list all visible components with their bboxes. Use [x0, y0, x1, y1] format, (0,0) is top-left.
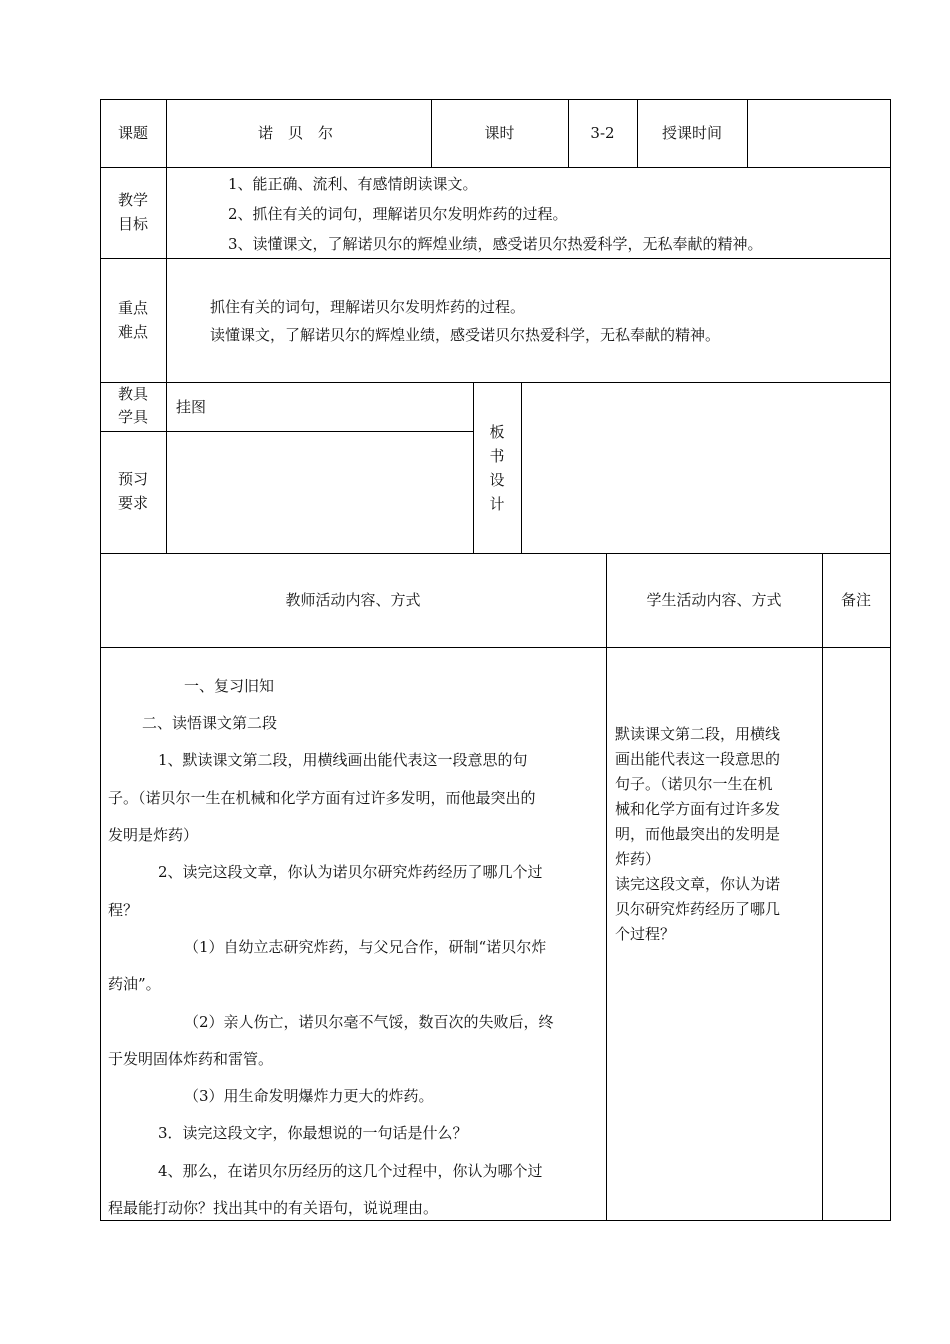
- period-label: 课时: [484, 124, 515, 142]
- teacher-line: 于发明固体炸药和雷管。: [108, 1050, 274, 1068]
- table-border: [100, 99, 101, 1221]
- teacher-line: 发明是炸药）: [108, 826, 199, 844]
- preview-label-line2: 要求: [117, 494, 148, 512]
- tools-label-line1: 教具: [117, 385, 148, 403]
- table-border: [100, 431, 473, 432]
- table-border: [100, 647, 891, 648]
- objectives-label-line2: 目标: [117, 215, 148, 233]
- subject-value: 诺 贝 尔: [258, 124, 334, 142]
- student-activity-header: 学生活动内容、方式: [646, 591, 782, 609]
- teacher-line: （3）用生命发明爆炸力更大的炸药。: [184, 1087, 434, 1105]
- student-line: 个过程？: [615, 925, 676, 943]
- objective-item: 1、能正确、流利、有感情朗读课文。: [228, 175, 478, 193]
- table-border: [473, 382, 474, 553]
- objectives-label-line1: 教学: [117, 191, 148, 209]
- tools-value: 挂图: [176, 398, 207, 416]
- table-border: [606, 553, 607, 1221]
- teacher-line: 程最能打动你？找出其中的有关语句，说说理由。: [108, 1199, 439, 1217]
- teacher-line: 3．读完这段文字，你最想说的一句话是什么？: [158, 1124, 468, 1142]
- preview-label-line1: 预习: [117, 470, 148, 488]
- student-line: 明，而他最突出的发明是: [615, 825, 781, 843]
- teacher-line: 药油”。: [108, 975, 161, 993]
- board-label-char: 计: [489, 495, 505, 513]
- teacher-line: 二、读悟课文第二段: [142, 714, 278, 732]
- table-border: [100, 553, 891, 554]
- student-line: 默读课文第二段，用横线: [615, 725, 781, 743]
- notes-header: 备注: [840, 591, 871, 609]
- board-label-char: 设: [489, 471, 505, 489]
- table-border: [166, 99, 167, 167]
- table-border: [747, 99, 748, 167]
- teacher-line: 程？: [108, 901, 139, 919]
- key-point-item: 读懂课文，了解诺贝尔的辉煌业绩，感受诺贝尔热爱科学，无私奉献的精神。: [210, 326, 721, 344]
- key-points-label-line1: 重点: [117, 299, 148, 317]
- student-line: 械和化学方面有过许多发: [615, 800, 781, 818]
- teacher-line: （2）亲人伤亡，诺贝尔毫不气馁，数百次的失败后，终: [184, 1013, 554, 1031]
- teacher-line: 一、复习旧知: [184, 677, 275, 695]
- objective-item: 2、抓住有关的词句，理解诺贝尔发明炸药的过程。: [228, 205, 568, 223]
- table-border: [822, 553, 823, 1221]
- key-point-item: 抓住有关的词句，理解诺贝尔发明炸药的过程。: [210, 298, 526, 316]
- student-line: 贝尔研究炸药经历了哪几: [615, 900, 781, 918]
- tools-label-line2: 学具: [117, 408, 148, 426]
- table-border: [890, 99, 891, 1221]
- student-line: 句子。（诺贝尔一生在机: [615, 775, 773, 793]
- table-border: [166, 167, 167, 553]
- teacher-activity-header: 教师活动内容、方式: [285, 591, 421, 609]
- teacher-line: 2、读完这段文章，你认为诺贝尔研究炸药经历了哪几个过: [158, 863, 543, 881]
- table-border: [100, 258, 891, 259]
- board-label-char: 书: [489, 447, 505, 465]
- period-value: 3-2: [590, 124, 615, 142]
- teaching-time-label: 授课时间: [661, 124, 722, 142]
- student-line: 炸药）: [615, 850, 661, 868]
- student-line: 画出能代表这一段意思的: [615, 750, 781, 768]
- teacher-line: 4、那么，在诺贝尔历经历的这几个过程中，你认为哪个过: [158, 1162, 543, 1180]
- table-border: [100, 1220, 891, 1221]
- teacher-line: 1、默读课文第二段，用横线画出能代表这一段意思的句: [158, 751, 528, 769]
- student-line: 读完这段文章，你认为诺: [615, 875, 781, 893]
- objective-item: 3、读懂课文，了解诺贝尔的辉煌业绩，感受诺贝尔热爱科学，无私奉献的精神。: [228, 235, 763, 253]
- board-label-char: 板: [489, 423, 505, 441]
- table-border: [100, 382, 891, 383]
- key-points-label-line2: 难点: [117, 323, 148, 341]
- table-border: [100, 167, 891, 168]
- table-border: [100, 99, 891, 100]
- teacher-line: （1）自幼立志研究炸药，与父兄合作，研制“诺贝尔炸: [184, 938, 547, 956]
- subject-label: 课题: [117, 124, 148, 142]
- table-border: [521, 382, 522, 553]
- teacher-line: 子。（诺贝尔一生在机械和化学方面有过许多发明，而他最突出的: [108, 789, 536, 807]
